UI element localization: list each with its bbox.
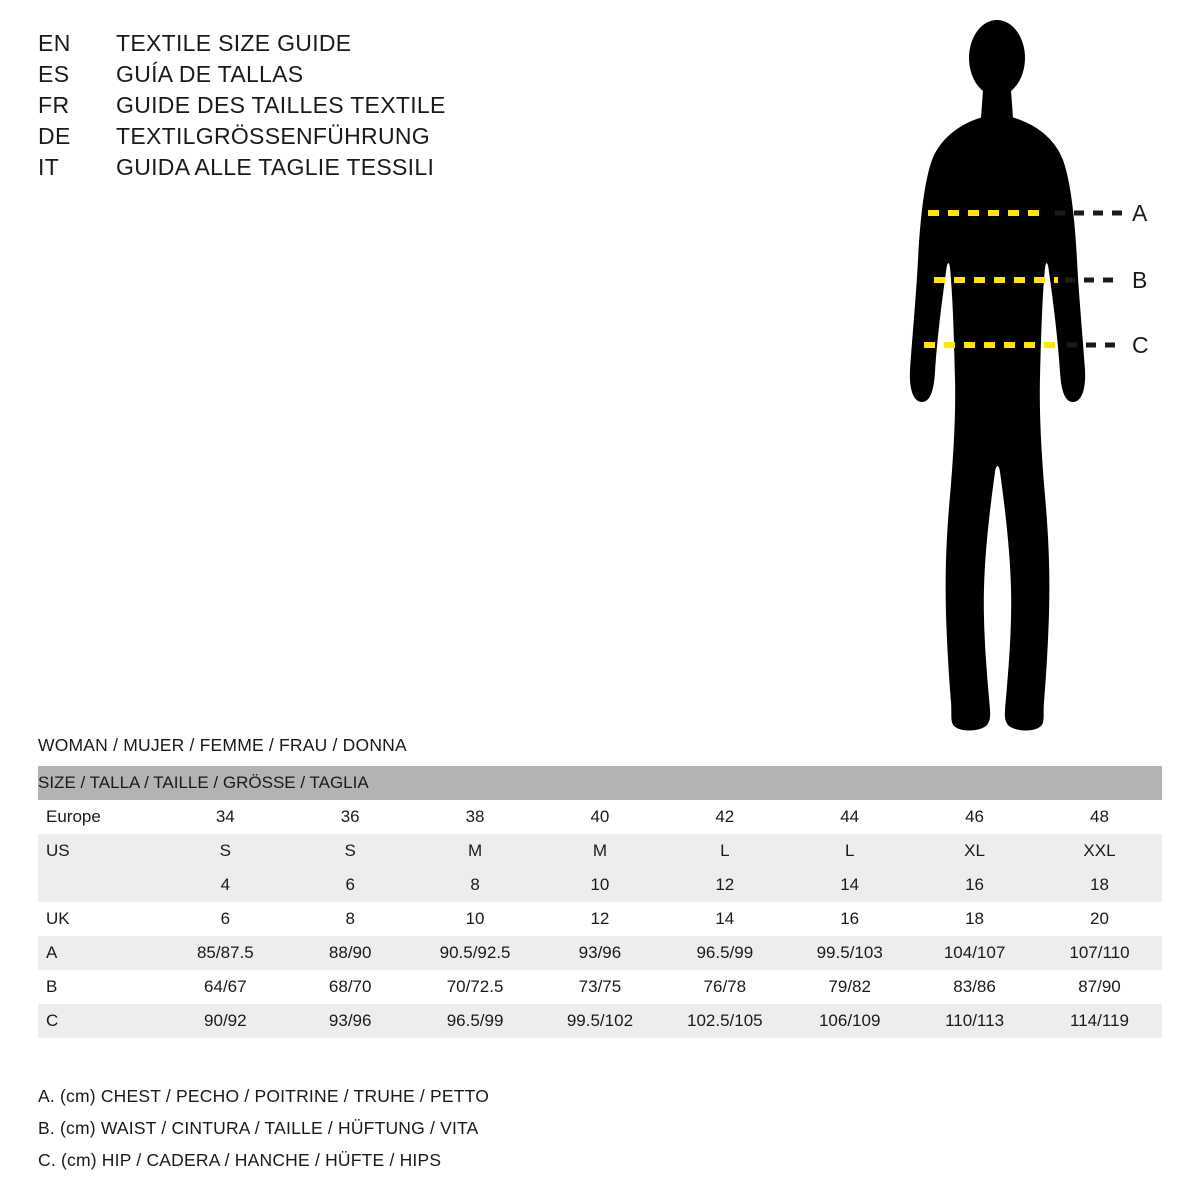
table-cell: 8 [288, 902, 413, 936]
table-cell: 90.5/92.5 [413, 936, 538, 970]
title-row [38, 30, 678, 57]
measurement-legend [38, 1086, 938, 1182]
table-cell: 96.5/99 [662, 936, 787, 970]
table-cell: 93/96 [538, 936, 663, 970]
legend-line-a: A. (cm) CHEST / PECHO / POITRINE / TRUHE / PETTO [38, 1086, 490, 1106]
table-cell: 20 [1037, 902, 1162, 936]
table-row [38, 868, 1162, 902]
guide-title: TEXTILGRÖSSENFÜHRUNG [116, 123, 430, 149]
table-cell: 102.5/105 [662, 1004, 787, 1038]
female-silhouette-icon [850, 10, 1190, 750]
table-cell: 93/96 [288, 1004, 413, 1038]
table-row [38, 936, 1162, 970]
table-cell: S [288, 834, 413, 868]
table-cell: XXL [1037, 834, 1162, 868]
table-cell: 36 [288, 800, 413, 834]
table-cell: 16 [912, 868, 1037, 902]
table-section-title: WOMAN / MUJER / FEMME / FRAU / DONNA [38, 735, 407, 755]
table-cell: 44 [787, 800, 912, 834]
language-code: FR [38, 92, 70, 118]
title-row [38, 123, 678, 150]
table-cell: M [413, 834, 538, 868]
row-label: US [38, 834, 163, 868]
table-row [38, 834, 1162, 868]
language-code: IT [38, 154, 60, 180]
table-cell: 114/119 [1037, 1004, 1162, 1038]
guide-title: TEXTILE SIZE GUIDE [116, 30, 352, 56]
row-label: A [38, 936, 163, 970]
table-row [38, 1004, 1162, 1038]
table-cell: 40 [538, 800, 663, 834]
table-cell: 8 [413, 868, 538, 902]
size-table [38, 766, 1162, 1038]
row-label: UK [38, 902, 163, 936]
table-cell: 90/92 [163, 1004, 288, 1038]
table-cell: 6 [288, 868, 413, 902]
table-cell: 83/86 [912, 970, 1037, 1004]
table-cell: 18 [1037, 868, 1162, 902]
row-label: Europe [38, 800, 163, 834]
title-block [38, 30, 678, 185]
table-row [38, 800, 1162, 834]
table-cell: 38 [413, 800, 538, 834]
table-cell: 18 [912, 902, 1037, 936]
table-cell: 106/109 [787, 1004, 912, 1038]
table-cell: 99.5/103 [787, 936, 912, 970]
guide-title: GUÍA DE TALLAS [116, 61, 304, 87]
table-row [38, 970, 1162, 1004]
table-cell: 12 [538, 902, 663, 936]
table-cell: 68/70 [288, 970, 413, 1004]
measurement-marker-c: C [1132, 332, 1149, 358]
legend-line-b: B. (cm) WAIST / CINTURA / TAILLE / HÜFTUNG / VITA [38, 1118, 479, 1138]
table-cell: 104/107 [912, 936, 1037, 970]
measurement-marker-b: B [1132, 267, 1148, 293]
title-row [38, 92, 678, 119]
table-cell: 10 [538, 868, 663, 902]
table-header-label: SIZE / TALLA / TAILLE / GRÖSSE / TAGLIA [38, 766, 1162, 800]
table-cell: 14 [662, 902, 787, 936]
row-label: B [38, 970, 163, 1004]
table-cell: 70/72.5 [413, 970, 538, 1004]
table-cell: 4 [163, 868, 288, 902]
table-cell: M [538, 834, 663, 868]
table-header-row [38, 766, 1162, 800]
table-cell: 12 [662, 868, 787, 902]
table-row [38, 902, 1162, 936]
table-cell: 14 [787, 868, 912, 902]
table-cell: 79/82 [787, 970, 912, 1004]
row-label [38, 868, 163, 902]
table-cell: 107/110 [1037, 936, 1162, 970]
guide-title: GUIDE DES TAILLES TEXTILE [116, 92, 446, 118]
table-cell: 76/78 [662, 970, 787, 1004]
language-code: ES [38, 61, 70, 87]
table-cell: 64/67 [163, 970, 288, 1004]
table-cell: 10 [413, 902, 538, 936]
row-label: C [38, 1004, 163, 1038]
table-cell: 16 [787, 902, 912, 936]
size-table-section [38, 735, 1162, 1038]
figure-area [850, 10, 1190, 750]
table-cell: 88/90 [288, 936, 413, 970]
table-cell: 34 [163, 800, 288, 834]
guide-title: GUIDA ALLE TAGLIE TESSILI [116, 154, 435, 180]
legend-line-c: C. (cm) HIP / CADERA / HANCHE / HÜFTE / HIPS [38, 1150, 442, 1170]
table-cell: 99.5/102 [538, 1004, 663, 1038]
table-cell: XL [912, 834, 1037, 868]
table-cell: 42 [662, 800, 787, 834]
title-row [38, 154, 678, 181]
table-cell: 87/90 [1037, 970, 1162, 1004]
table-cell: 110/113 [912, 1004, 1037, 1038]
table-cell: 6 [163, 902, 288, 936]
table-cell: 46 [912, 800, 1037, 834]
table-cell: 48 [1037, 800, 1162, 834]
table-cell: 73/75 [538, 970, 663, 1004]
language-code: DE [38, 123, 71, 149]
table-cell: L [662, 834, 787, 868]
table-cell: S [163, 834, 288, 868]
table-cell: L [787, 834, 912, 868]
table-cell: 85/87.5 [163, 936, 288, 970]
measurement-marker-a: A [1132, 200, 1148, 226]
title-row [38, 61, 678, 88]
table-cell: 96.5/99 [413, 1004, 538, 1038]
language-code: EN [38, 30, 71, 56]
